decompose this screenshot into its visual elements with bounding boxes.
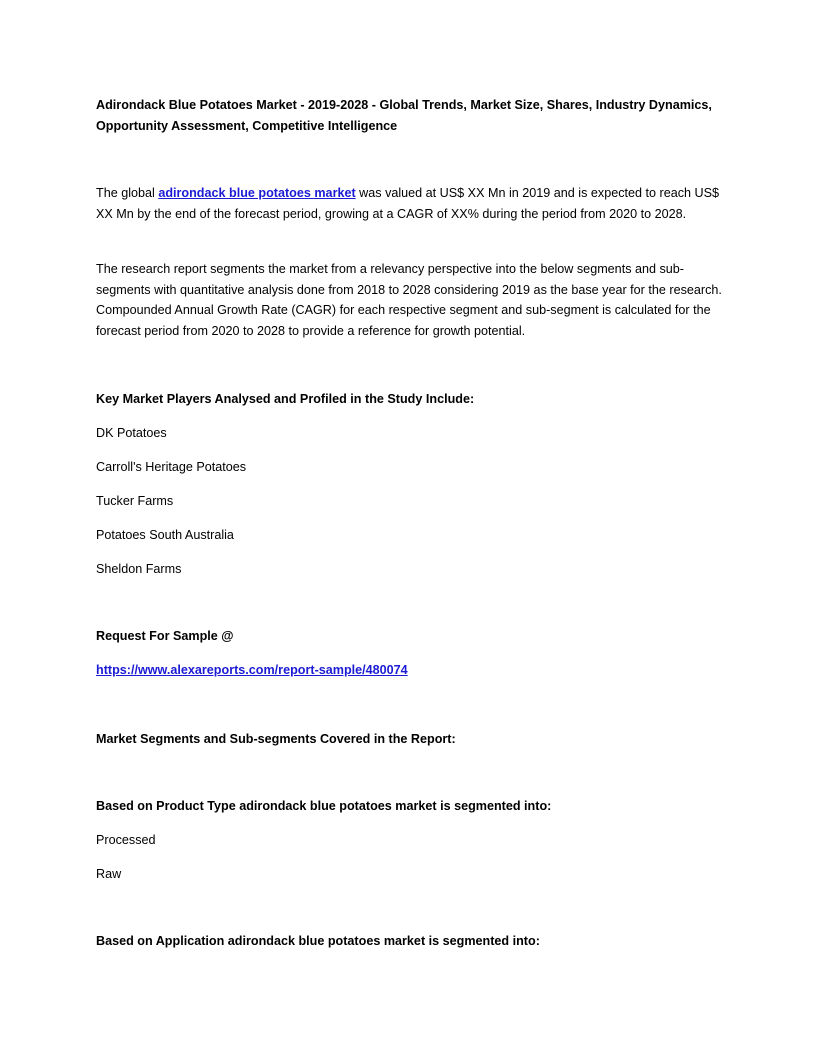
product-type-item: Processed [96, 833, 156, 847]
intro-prefix: The global [96, 186, 159, 200]
player-item: Tucker Farms [96, 494, 174, 508]
player-item: DK Potatoes [96, 426, 167, 440]
sample-url-link[interactable]: https://www.alexareports.com/report-sample/480074 [96, 663, 408, 677]
market-link[interactable]: adirondack blue potatoes market [158, 186, 356, 200]
product-type-item: Raw [96, 867, 122, 881]
document-title: Adirondack Blue Potatoes Market - 2019-2028 - Global Trends, Market Size, Shares, Industry Dynamics, Opportunity Assessment, Competitive Intelligence [96, 98, 712, 133]
application-heading: Based on Application adirondack blue potatoes market is segmented into: [96, 934, 540, 948]
players-heading: Key Market Players Analysed and Profiled in the Study Include: [96, 392, 475, 406]
player-item: Potatoes South Australia [96, 528, 234, 542]
player-item: Sheldon Farms [96, 562, 182, 576]
intro-paragraph [96, 183, 728, 224]
sample-url-line [96, 660, 408, 680]
segments-heading: Market Segments and Sub-segments Covered in the Report: [96, 732, 456, 746]
player-item: Carroll's Heritage Potatoes [96, 460, 247, 474]
intro-suffix: was valued at US$ XX Mn in 2019 and is expected to reach US$ XX Mn by the end of the forecast period, growing at a CAGR of XX% during the period from 2020 to 2028. [96, 186, 720, 221]
product-type-heading: Based on Product Type adirondack blue potatoes market is segmented into: [96, 799, 552, 813]
segments-paragraph: The research report segments the market from a relevancy perspective into the below segments and sub-segments with quantitative analysis done from 2018 to 2028 considering 2019 as the base year for the research. Compounded Annual Growth Rate (CAGR) for each respective segment and sub-segment is calculated for the forecast period from 2020 to 2028 to provide a reference for growth potential. [96, 262, 722, 338]
sample-heading: Request For Sample @ [96, 629, 234, 643]
